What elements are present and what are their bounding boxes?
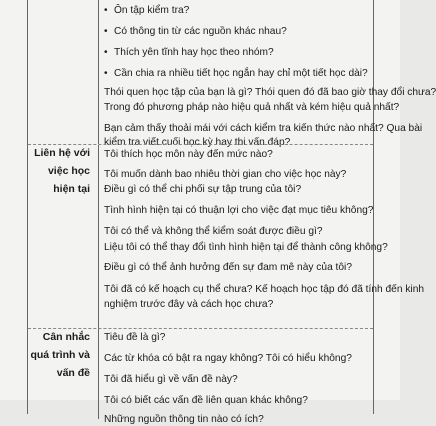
question-line: Tôi đã có kế hoạch cụ thể chưa? Kế hoạch học tập đó đã tính đến kinh: [104, 284, 425, 295]
study-questions-table: [27, 0, 436, 425]
question-line: Tôi có biết các vấn đề liên quan khác không?: [104, 395, 308, 406]
row-label-line: Cân nhắc: [42, 331, 90, 343]
question-line: Tình hình hiện tại có thuận lợi cho việc đạt mục tiêu không?: [104, 205, 374, 216]
question-line: Liệu tôi có thể thay đổi tình hình hiện tại để thành công không?: [104, 242, 388, 253]
table-row: [28, 0, 436, 148]
row-label-line: quá trình và: [30, 349, 90, 361]
row-label-cell: [28, 329, 99, 419]
row-content-cell: [104, 145, 425, 329]
table-row: [28, 144, 425, 329]
question-line: Điều gì có thể ảnh hưởng đến sự đam mê này của tôi?: [104, 262, 352, 273]
row-label-cell: [28, 145, 99, 329]
row-content-cell: [104, 0, 436, 148]
bullet-icon: •: [104, 5, 108, 16]
question-line: Tiêu đề là gì?: [104, 332, 166, 343]
bullet-item: Có thông tin từ các nguồn khác nhau?: [114, 26, 287, 37]
question-line: Tôi muốn dành bao nhiêu thời gian cho việc học này?: [104, 169, 347, 180]
question-line: Những nguồn thông tin nào có ích?: [104, 414, 264, 425]
question-line: Các từ khóa có bật ra ngay không? Tôi có hiểu không?: [104, 353, 352, 364]
question-line: Tôi có thể và không thể kiểm soát được điều gì?: [104, 226, 323, 237]
question-line: Thói quen học tập của bạn là gì? Thói quen đó đã bao giờ thay đổi chưa?: [104, 87, 436, 98]
question-line: Trong đó phương pháp nào hiệu quả nhất và kém hiệu quả nhất?: [104, 102, 400, 113]
question-line: Tôi thích học môn này đến mức nào?: [104, 149, 273, 160]
question-line: nghiệm trước đây và cách học chưa?: [104, 299, 274, 310]
question-line: Tôi đã hiểu gì về vấn đề này?: [104, 374, 238, 385]
bullet-icon: •: [104, 47, 108, 58]
row-label-line: việc học: [47, 165, 90, 177]
table-row: [28, 328, 373, 425]
bullet-item: Cần chia ra nhiều tiết học ngắn hay chỉ một tiết học dài?: [114, 68, 368, 79]
row-label-line: Liên hệ với: [34, 147, 90, 159]
question-line: Bạn cảm thấy thoải mái với cách kiểm tra kiến thức nào nhất? Qua bài: [104, 123, 423, 134]
row-label-cell: [28, 0, 99, 144]
question-line: Điều gì có thể chi phối sự tập trung của tôi?: [104, 184, 302, 195]
bullet-icon: •: [104, 26, 108, 37]
row-label-line: hiện tại: [53, 183, 90, 195]
bullet-item: Thích yên tĩnh hay học theo nhóm?: [114, 47, 274, 58]
question-line: kiểm tra viết cuối học kỳ hay thi vấn đáp?: [104, 137, 291, 148]
bullet-item: Ôn tập kiểm tra?: [114, 5, 190, 16]
row-content-cell: [104, 329, 369, 425]
bullet-icon: •: [104, 68, 108, 79]
row-label-line: vấn đề: [56, 367, 90, 379]
